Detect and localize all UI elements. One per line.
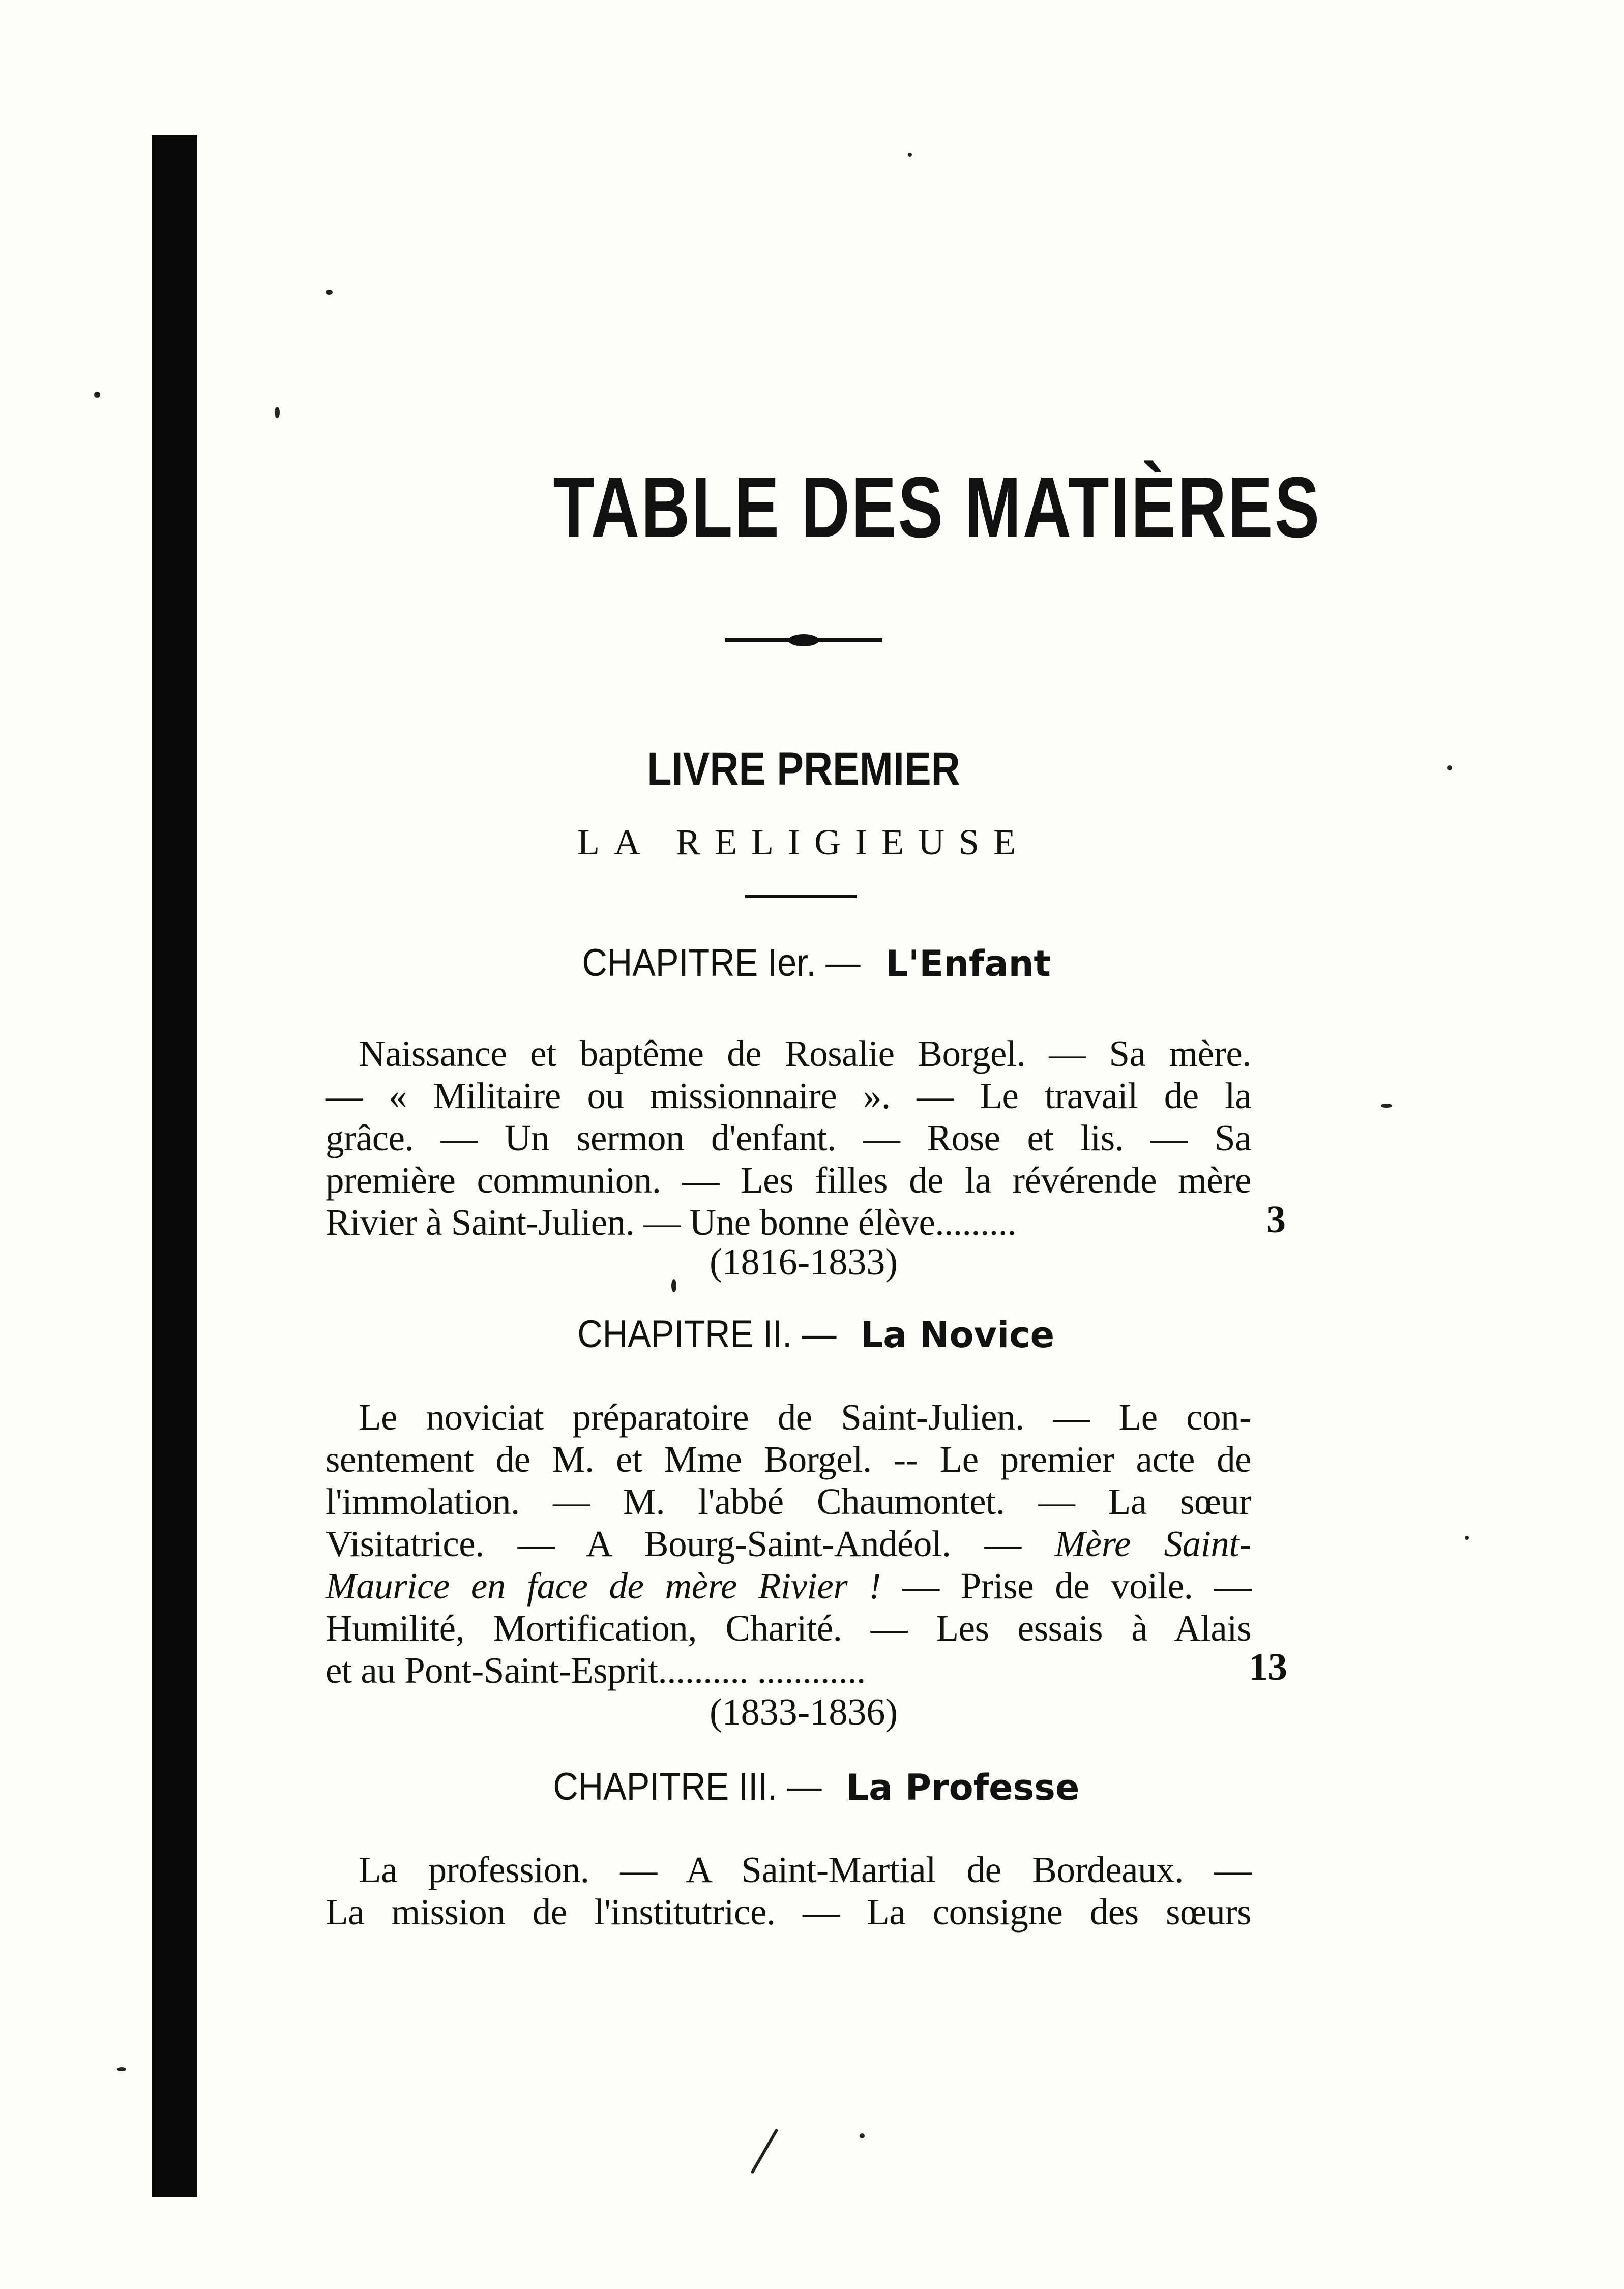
scan-speck <box>94 392 100 398</box>
chapter-heading-1 <box>326 941 1292 986</box>
page-number: 13 <box>1249 1646 1287 1688</box>
summary-text: Visitatrice. — A Bourg-Saint-Andéol. — <box>326 1523 1055 1564</box>
summary-text: — Prise de voile. — <box>902 1565 1251 1607</box>
italic-phrase: Maurice en face de mère Rivier ! <box>326 1565 881 1607</box>
scan-speck <box>908 153 912 157</box>
page-title: TABLE DES MATIÈRES <box>553 459 1321 556</box>
chapter-name: L'Enfant <box>885 943 1051 985</box>
summary-line: — « Militaire ou missionnaire ». — Le travail de la <box>326 1075 1251 1116</box>
chapter-summary-1 <box>326 1032 1251 1243</box>
chapter-name: La Professe <box>846 1767 1080 1808</box>
scan-speck <box>860 2133 865 2138</box>
book-subtitle: LA RELIGIEUSE <box>577 822 1030 863</box>
chapter-heading-2 <box>326 1312 1292 1357</box>
summary-line: Rivier à Saint-Julien. — Une bonne élève......... <box>326 1202 1017 1243</box>
summary-line: première communion. — Les filles de la révérende mère <box>326 1160 1251 1201</box>
scan-speck <box>750 2128 778 2174</box>
summary-line: La mission de l'institutrice. — La consigne des sœurs <box>326 1891 1251 1933</box>
chapter-number: CHAPITRE III. — <box>552 1765 822 1808</box>
scan-speck <box>117 2067 126 2071</box>
book-heading: LIVRE PREMIER <box>647 743 960 795</box>
chapter-dates: (1833-1836) <box>710 1691 898 1733</box>
summary-line: Humilité, Mortification, Charité. — Les essais à Alais <box>326 1608 1251 1649</box>
scan-speck <box>1381 1104 1392 1108</box>
summary-line: La profession. — A Saint-Martial de Bordeaux. — <box>359 1849 1251 1890</box>
binding-shadow <box>152 135 197 2197</box>
scan-speck <box>275 407 280 418</box>
title-ornament <box>725 638 882 642</box>
scan-speck <box>671 1279 676 1292</box>
summary-line: Le noviciat préparatoire de Saint-Julien. — Le con- <box>359 1396 1251 1438</box>
summary-line <box>326 1565 1251 1607</box>
chapter-summary-2 <box>326 1396 1251 1691</box>
chapter-summary-3 <box>326 1849 1251 1933</box>
scan-speck <box>1447 765 1452 770</box>
chapter-number: CHAPITRE Ier. — <box>582 941 861 985</box>
page-number: 3 <box>1266 1198 1286 1241</box>
summary-line: sentement de M. et Mme Borgel. -- Le premier acte de <box>326 1439 1251 1480</box>
scan-speck <box>326 290 333 295</box>
italic-phrase: Mère Saint- <box>1054 1523 1252 1564</box>
section-rule <box>745 895 857 898</box>
chapter-heading-3 <box>326 1765 1292 1809</box>
summary-line: Naissance et baptême de Rosalie Borgel. — Sa mère. <box>359 1033 1251 1074</box>
chapter-name: La Novice <box>860 1314 1055 1356</box>
summary-line: grâce. — Un sermon d'enfant. — Rose et lis. — Sa <box>326 1117 1251 1158</box>
chapter-dates: (1816-1833) <box>710 1241 898 1283</box>
summary-line: l'immolation. — M. l'abbé Chaumontet. — La sœur <box>326 1481 1251 1522</box>
summary-line <box>326 1523 1251 1565</box>
chapter-number: CHAPITRE II. — <box>577 1313 837 1356</box>
scan-speck <box>1465 1536 1469 1540</box>
summary-line: et au Pont-Saint-Esprit.......... ............ <box>326 1650 866 1691</box>
